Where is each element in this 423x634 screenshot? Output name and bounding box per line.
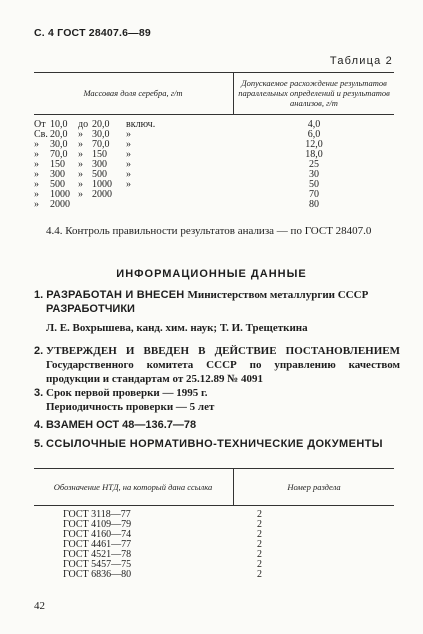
table2-doc-cell: ГОСТ 6836—80 bbox=[63, 569, 132, 580]
table1-cell-a: » bbox=[34, 189, 39, 200]
table2-col1-header: Обозначение НТД, на который дана ссылка bbox=[53, 482, 213, 492]
page-number: 42 bbox=[34, 600, 45, 612]
table1-cell-extra: » bbox=[126, 169, 131, 180]
table1-cell-a: От bbox=[34, 119, 46, 130]
table1-cell-from: 20,0 bbox=[50, 129, 68, 140]
table1-cell-to: 1000 bbox=[92, 179, 112, 190]
table1-cell-a: » bbox=[34, 149, 39, 160]
paragraph-4-4: 4.4. Контроль правильности результатов анализа — по ГОСТ 28407.0 bbox=[46, 225, 372, 237]
table1-cell-a: » bbox=[34, 169, 39, 180]
table1-cell-extra: » bbox=[126, 139, 131, 150]
table1-cell-a: » bbox=[34, 139, 39, 150]
table2-header-rule bbox=[34, 505, 394, 506]
info-item-3: 3. Срок первой проверки — 1995 г. Периодичность проверки — 5 лет bbox=[34, 387, 215, 413]
table1-cell-from: 30,0 bbox=[50, 139, 68, 150]
info-item-4: 4. ВЗАМЕН ОСТ 48—136.7—78 bbox=[34, 419, 197, 431]
table1-cell-to: 30,0 bbox=[92, 129, 110, 140]
info-item-1: 1. РАЗРАБОТАН И ВНЕСЕН Министерством металлургии СССР РАЗРАБОТЧИКИ bbox=[34, 289, 369, 315]
table1-cell-to: 70,0 bbox=[92, 139, 110, 150]
table1-cell-from: 70,0 bbox=[50, 149, 68, 160]
table2-top-rule bbox=[34, 468, 394, 469]
table2-doc-cell: ГОСТ 4521—78 bbox=[63, 549, 132, 560]
table2-doc-cell: ГОСТ 4109—79 bbox=[63, 519, 132, 530]
info-section-title: ИНФОРМАЦИОННЫЕ ДАННЫЕ bbox=[116, 268, 307, 280]
table1-value-cell: 70 bbox=[309, 189, 319, 200]
info-item-2: 2. УТВЕРЖДЕН И ВВЕДЕН В ДЕЙСТВИЕ ПОСТАНОВЛЕНИЕМ Государственного комитета СССР по управлению качеством продукции и стандартам от 25.12.89 № 4091 bbox=[34, 345, 400, 385]
table1-cell-q: » bbox=[78, 169, 83, 180]
table1-value-cell: 18,0 bbox=[305, 149, 323, 160]
table1-cell-from: 10,0 bbox=[50, 119, 68, 130]
table1-col2-header: Допускаемое расхождение результатов параллельных определений и результатов анализов, г/т bbox=[238, 78, 390, 108]
table1-cell-extra: » bbox=[126, 149, 131, 160]
table1-cell-from: 150 bbox=[50, 159, 65, 170]
table1-cell-from: 2000 bbox=[50, 199, 70, 210]
table2-section-cell: 2 bbox=[257, 549, 262, 560]
table1-cell-to: 300 bbox=[92, 159, 107, 170]
table1-cell-q: » bbox=[78, 159, 83, 170]
table2-section-cell: 2 bbox=[257, 529, 262, 540]
table2-section-cell: 2 bbox=[257, 569, 262, 580]
info-item-5: 5. ССЫЛОЧНЫЕ НОРМАТИВНО-ТЕХНИЧЕСКИЕ ДОКУМЕНТЫ bbox=[34, 438, 383, 450]
table1-cell-extra: включ. bbox=[126, 119, 156, 130]
table1-value-cell: 50 bbox=[309, 179, 319, 190]
table2-doc-cell: ГОСТ 3118—77 bbox=[63, 509, 131, 520]
table1-cell-to: 20,0 bbox=[92, 119, 110, 130]
table1-cell-q: » bbox=[78, 189, 83, 200]
table1-cell-from: 1000 bbox=[50, 189, 70, 200]
table1-value-cell: 6,0 bbox=[307, 129, 321, 140]
table1-cell-a: » bbox=[34, 179, 39, 190]
table-caption: Таблица 2 bbox=[329, 55, 393, 67]
table2-doc-cell: ГОСТ 4461—77 bbox=[63, 539, 132, 550]
table1-values bbox=[234, 120, 394, 210]
table1-cell-q: » bbox=[78, 139, 83, 150]
table1-cell-extra: » bbox=[126, 129, 131, 140]
table1-header-rule bbox=[34, 114, 394, 115]
table1-value-cell: 25 bbox=[309, 159, 319, 170]
table1-value-cell: 30 bbox=[309, 169, 319, 180]
table2-section-cell: 2 bbox=[257, 539, 262, 550]
table1-cell-to: 2000 bbox=[92, 189, 112, 200]
table2-section-cell: 2 bbox=[257, 519, 262, 530]
table1-cell-q: » bbox=[78, 149, 83, 160]
table1-value-cell: 80 bbox=[309, 199, 319, 210]
table1-cell-q: до bbox=[78, 119, 89, 130]
table2-section-cell: 2 bbox=[257, 559, 262, 570]
table1-col1-header: Массовая доля серебра, г/т bbox=[83, 88, 183, 98]
table1-cell-a: » bbox=[34, 199, 39, 210]
developers-names: Л. Е. Вохрышева, канд. хим. наук; Т. И. Трещеткина bbox=[46, 322, 308, 334]
table1-cell-from: 300 bbox=[50, 169, 65, 180]
table1-value-cell: 4,0 bbox=[307, 119, 321, 130]
table1-cell-to: 500 bbox=[92, 169, 107, 180]
table2-doc-cell: ГОСТ 4160—74 bbox=[63, 529, 132, 540]
page-header: С. 4 ГОСТ 28407.6—89 bbox=[34, 27, 151, 39]
table1-cell-q: » bbox=[78, 179, 83, 190]
table1-cell-extra: » bbox=[126, 179, 131, 190]
table1-cell-extra: » bbox=[126, 159, 131, 170]
table2-section-cell: 2 bbox=[257, 509, 262, 520]
table1-cell-to: 150 bbox=[92, 149, 107, 160]
table1-cell-a: » bbox=[34, 159, 39, 170]
table1-value-cell: 12,0 bbox=[305, 139, 323, 150]
table2-sections bbox=[234, 510, 262, 580]
table1-cell-q: » bbox=[78, 129, 83, 140]
table1-cell-a: Св. bbox=[34, 129, 48, 140]
table1-cell-from: 500 bbox=[50, 179, 65, 190]
table2-doc-cell: ГОСТ 5457—75 bbox=[63, 559, 132, 570]
table2-docs bbox=[63, 510, 131, 580]
table1-top-rule bbox=[34, 72, 394, 73]
table2-col2-header: Номер раздела bbox=[287, 482, 341, 492]
